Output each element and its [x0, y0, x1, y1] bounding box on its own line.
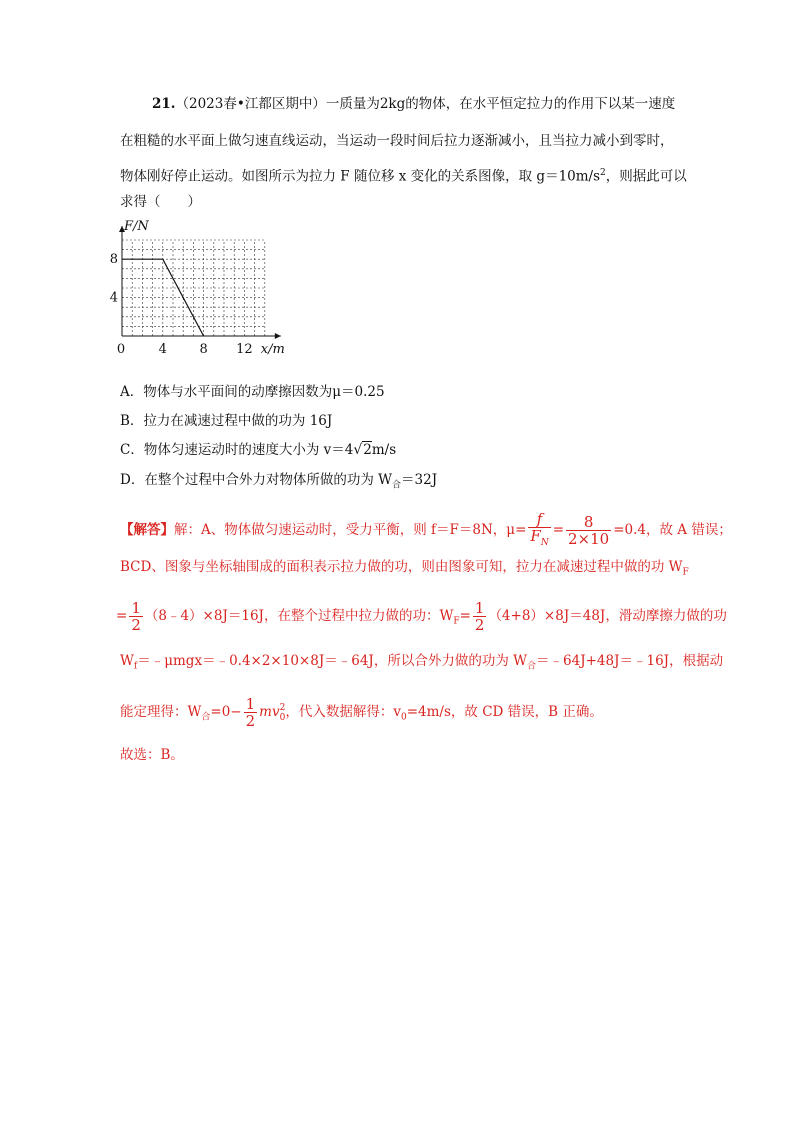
fraction-denominator: 2 — [245, 712, 256, 730]
solution-text-5a: 能定理得：W — [120, 704, 202, 720]
equals-sign: = — [459, 608, 471, 624]
equals-sign: = — [552, 522, 564, 538]
fraction-denominator: 2 — [131, 616, 141, 634]
fraction-denominator-sub: N — [540, 537, 549, 548]
x-tick-label: 12 — [236, 342, 253, 357]
solution-subscript-he: 合 — [527, 661, 537, 672]
solution-text-3a: （8﹣4）×8J＝16J，在整个过程中拉力做的功：W — [144, 608, 454, 624]
solution-text-3b: （4+8）×8J＝48J，滑动摩擦力做的功 — [488, 608, 727, 624]
option-c-unit: m/s — [371, 442, 397, 458]
y-tick-label: 8 — [109, 252, 118, 268]
fraction-numerator: f — [536, 509, 543, 528]
solution-text-5c: ，代入数据解得：v — [285, 704, 401, 720]
x-axis-label: x/m — [260, 342, 285, 357]
option-b[interactable]: B．拉力在减速过程中做的功为 16J — [120, 413, 333, 429]
y-axis-label: F/N — [124, 219, 149, 234]
solution-text-1b: =0.4，故 A 错误； — [613, 522, 732, 538]
question-line-3 — [120, 163, 687, 187]
solution-subscript-f: F — [682, 567, 689, 578]
solution-text-4b: ＝﹣μmgx＝﹣0.4×2×10×8J＝﹣64J，所以合外力做的功为 W — [137, 653, 527, 669]
fraction-numerator: 8 — [583, 513, 594, 531]
sqrt-sign: √ — [353, 442, 363, 458]
solution-subscript-f: F — [453, 616, 460, 627]
question-superscript: 2 — [600, 168, 606, 178]
solution-line-3 — [116, 596, 727, 642]
solution-text-1a: 解：A、物体做匀速运动时，受力平衡，则 f＝F＝8N，μ= — [174, 522, 527, 538]
force-displacement-graph — [108, 212, 308, 362]
x-axis-arrow-icon — [275, 333, 281, 339]
kinetic-mv: mv — [259, 704, 280, 720]
y-tick-label: 4 — [109, 290, 118, 306]
graph-grid — [122, 240, 265, 336]
equals-sign: = — [116, 608, 128, 624]
solution-subscript-he: 合 — [201, 712, 211, 723]
solution-line-2 — [120, 557, 689, 583]
fraction-half — [244, 696, 258, 729]
option-a[interactable]: A．物体与水平面间的动摩擦因数为μ＝0.25 — [120, 384, 385, 400]
option-c-text: C．物体匀速运动时的速度大小为 v＝4 — [120, 442, 354, 458]
option-c[interactable] — [120, 440, 396, 460]
kinetic-superscript: 2 — [279, 702, 286, 713]
fraction-numerator: 1 — [474, 599, 485, 617]
fraction-numerator: 1 — [245, 695, 256, 713]
option-d-value: ＝32J — [401, 472, 438, 488]
solution-tag: 【解答】 — [120, 522, 174, 538]
solution-text-5d: =4m/s，故 CD 错误，B 正确。 — [406, 704, 603, 720]
question-number: 21. — [152, 96, 176, 112]
solution-line-4 — [120, 651, 723, 677]
x-tick-label: 8 — [199, 342, 208, 357]
fraction-8-over-20 — [566, 514, 611, 547]
fraction-half — [129, 600, 143, 633]
question-source: （2023春•江都区期中） — [175, 96, 326, 112]
kinetic-subscript: 0 — [279, 712, 286, 723]
fraction-denominator: 2×10 — [568, 530, 610, 548]
x-tick-label: 4 — [158, 342, 167, 357]
solution-text-2: BCD、图象与坐标轴围成的面积表示拉力做的功，则由图象可知，拉力在减速过程中做的功 W — [120, 559, 683, 575]
solution-line-5 — [120, 692, 603, 738]
solution-text-4a: W — [120, 653, 134, 669]
solution-text-5b: =0− — [210, 704, 242, 720]
question-text-3a: 物体刚好停止运动。如图所示为拉力 F 随位移 x 变化的关系图像，取 g＝10m/s — [120, 168, 601, 185]
solution-answer: 故选：B。 — [120, 747, 184, 763]
option-c-radicand: 2 — [363, 442, 372, 458]
solution-subscript-f: f — [133, 661, 138, 672]
solution-text-4c: ＝﹣64J+48J＝﹣16J，根据动 — [536, 653, 724, 669]
graph-axes — [119, 226, 281, 339]
fraction-numerator: 1 — [131, 599, 141, 617]
question-line-1 — [152, 94, 675, 114]
fraction-denominator: 2 — [474, 616, 485, 634]
question-line-2: 在粗糙的水平面上做匀速直线运动，当运动一段时间后拉力逐渐减小，且当拉力减小到零时， — [120, 133, 674, 149]
option-d-text: D．在整个过程中合外力对物体所做的功为 W — [120, 472, 392, 488]
origin-label: 0 — [116, 342, 126, 357]
option-d[interactable] — [120, 470, 437, 496]
fraction-denominator: F — [530, 526, 541, 545]
option-d-subscript: 合 — [392, 480, 402, 491]
question-line-4: 求得（ ） — [120, 194, 201, 210]
solution-subscript-v0: 0 — [400, 712, 407, 723]
question-text-3b: ，则据此可以 — [605, 168, 687, 185]
fraction-f-over-fn — [528, 511, 550, 551]
fraction-half — [473, 600, 487, 633]
solution-line-1 — [120, 510, 732, 551]
question-text-1: 一质量为2kg的物体，在水平恒定拉力的作用下以某一速度 — [325, 96, 676, 112]
